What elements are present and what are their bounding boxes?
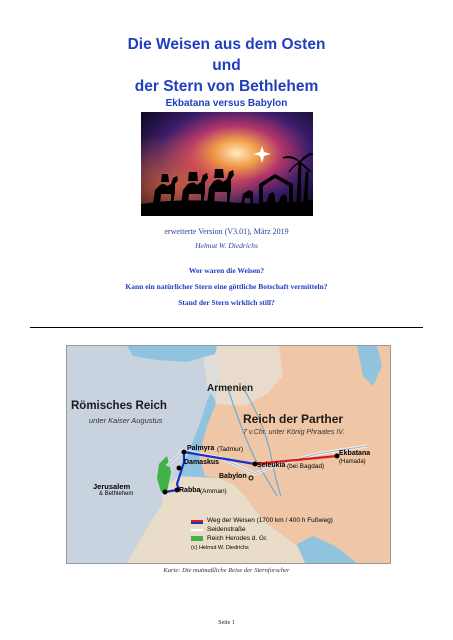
question-3: Stand der Stern wirklich still? bbox=[178, 298, 275, 307]
city-damaskus: Damaskus bbox=[184, 459, 220, 466]
city-ekbatana: Ekbatana bbox=[339, 450, 371, 457]
city-seleukia: Seleukia bbox=[257, 462, 286, 469]
city-jerusalem: Jerusalem bbox=[93, 482, 131, 491]
legend-silk-road: Seidenstraße bbox=[207, 526, 246, 533]
map-copyright: (c) Helmut W. Diedrichs bbox=[191, 545, 249, 551]
city-bethlehem: & Bethlehem bbox=[99, 491, 134, 497]
version-text: erweiterte Version (V3.01), März 2019 bbox=[164, 227, 289, 236]
question-1: Wer waren die Weisen? bbox=[188, 266, 265, 275]
roman-empire-sublabel: unter Kaiser Augustus bbox=[89, 416, 163, 425]
subtitle: Ekbatana versus Babylon bbox=[165, 98, 288, 109]
legend-route: Weg der Weisen (1700 km / 400 h Fußweg) bbox=[207, 517, 333, 524]
armenia-label: Armenien bbox=[207, 383, 254, 394]
city-palmyra-alt: (Tadmur) bbox=[217, 446, 244, 453]
page-number: Seite 1 bbox=[218, 620, 235, 626]
cover-illustration bbox=[141, 112, 313, 216]
city-ekbatana-alt: (Hamada) bbox=[339, 459, 366, 465]
route-map bbox=[66, 345, 391, 564]
title-line-2: und bbox=[212, 57, 241, 74]
map-caption: Karte: Die mutmaßliche Reise der Sternforscher bbox=[163, 567, 290, 574]
roman-empire-label: Römisches Reich bbox=[71, 400, 167, 412]
city-seleukia-alt: (bei Bagdad) bbox=[287, 463, 325, 470]
city-rabba: Rabba bbox=[179, 487, 201, 494]
title-line-1: Die Weisen aus dem Osten bbox=[127, 36, 326, 53]
horizontal-rule bbox=[30, 327, 423, 328]
parthian-empire-label: Reich der Parther bbox=[243, 412, 344, 426]
title-line-3: der Stern von Bethlehem bbox=[134, 78, 319, 95]
city-palmyra: Palmyra bbox=[187, 445, 215, 452]
parthian-empire-sublabel: 7 v.Chr. unter König Phraates IV. bbox=[243, 429, 345, 436]
city-babylon: Babylon bbox=[219, 473, 247, 480]
question-2: Kann ein natürlicher Stern eine göttliche Botschaft vermitteln? bbox=[125, 282, 328, 291]
legend-herodes: Reich Herodes d. Gr. bbox=[207, 535, 268, 542]
city-rabba-alt: (Amman) bbox=[200, 488, 227, 495]
author-name: Helmut W. Diedrichs bbox=[195, 241, 258, 250]
